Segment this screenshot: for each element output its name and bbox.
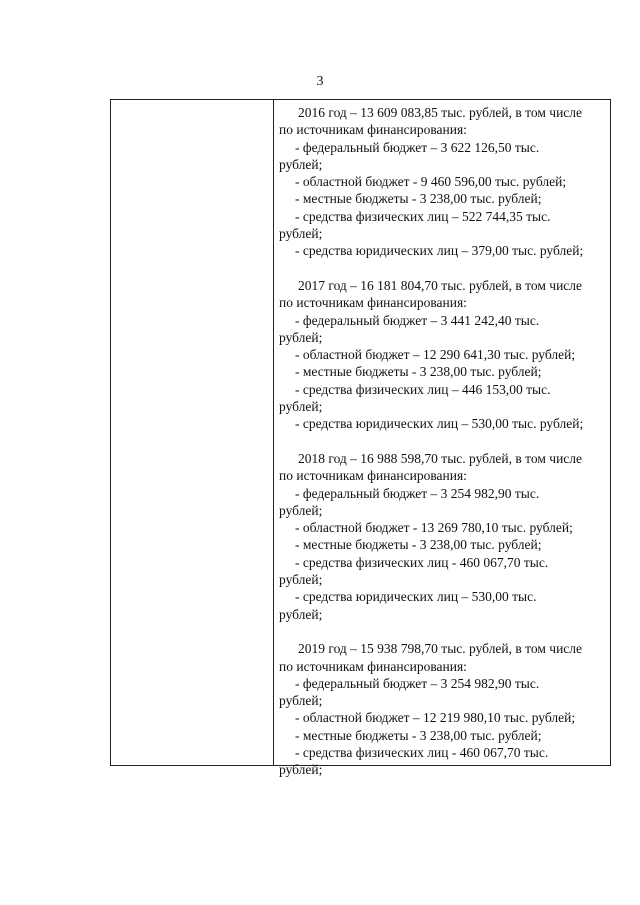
text-continuation-line: рублей; [279, 572, 323, 588]
funding-source-line: - федеральный бюджет – 3 254 982,90 тыс. [295, 485, 540, 501]
funding-source-line: - местные бюджеты - 3 238,00 тыс. рублей; [295, 727, 542, 743]
funding-source-line: - средства физических лиц - 460 067,70 тыс. [295, 554, 549, 570]
funding-table [110, 99, 611, 778]
text-continuation-line: рублей; [279, 606, 323, 622]
funding-source-line: - областной бюджет - 9 460 596,00 тыс. рублей; [295, 174, 567, 190]
text-continuation-line: рублей; [279, 226, 323, 242]
funding-source-line: - местные бюджеты - 3 238,00 тыс. рублей; [295, 537, 542, 553]
funding-source-line: - средства физических лиц – 446 153,00 тыс. [295, 381, 551, 397]
funding-year-block [279, 450, 606, 623]
year-total-line: 2019 год – 15 938 798,70 тыс. рублей, в том числе [298, 641, 583, 657]
funding-source-line: - средства юридических лиц – 530,00 тыс. [295, 589, 537, 605]
funding-source-line: - областной бюджет - 13 269 780,10 тыс. рублей; [295, 520, 573, 536]
funding-source-line: - областной бюджет – 12 219 980,10 тыс. рублей; [295, 710, 576, 726]
text-continuation-line: рублей; [279, 156, 323, 172]
text-continuation-line: рублей; [279, 329, 323, 345]
text-continuation-line: по источникам финансирования: [279, 468, 467, 484]
funding-year-block [279, 104, 606, 260]
text-continuation-line: по источникам финансирования: [279, 658, 467, 674]
text-continuation-line: по источникам финансирования: [279, 122, 467, 138]
table-left-cell [111, 100, 274, 765]
funding-source-line: - местные бюджеты - 3 238,00 тыс. рублей; [295, 364, 542, 380]
text-continuation-line: по источникам финансирования: [279, 295, 467, 311]
funding-source-line: - федеральный бюджет – 3 441 242,40 тыс. [295, 312, 540, 328]
funding-source-line: - средства юридических лиц – 379,00 тыс. рублей; [295, 243, 584, 259]
table-right-cell [274, 100, 610, 778]
year-total-line: 2016 год – 13 609 083,85 тыс. рублей, в том числе [298, 105, 583, 120]
funding-source-line: - средства юридических лиц – 530,00 тыс. рублей; [295, 416, 584, 432]
year-total-line: 2018 год – 16 988 598,70 тыс. рублей, в том числе [298, 450, 583, 466]
funding-source-line: - федеральный бюджет – 3 622 126,50 тыс. [295, 139, 540, 155]
funding-source-line: - областной бюджет – 12 290 641,30 тыс. рублей; [295, 347, 576, 363]
funding-year-block [279, 277, 606, 433]
text-continuation-line: рублей; [279, 502, 323, 518]
text-continuation-line: рублей; [279, 399, 323, 415]
year-total-line: 2017 год – 16 181 804,70 тыс. рублей, в том числе [298, 277, 583, 293]
funding-source-line: - федеральный бюджет – 3 254 982,90 тыс. [295, 675, 540, 691]
funding-source-line: - средства физических лиц – 522 744,35 тыс. [295, 208, 551, 224]
text-continuation-line: рублей; [279, 762, 323, 778]
funding-source-line: - средства физических лиц - 460 067,70 тыс. [295, 744, 549, 760]
funding-source-line: - местные бюджеты - 3 238,00 тыс. рублей; [295, 191, 542, 207]
text-continuation-line: рублей; [279, 693, 323, 709]
funding-year-block [279, 640, 606, 778]
page-number: 3 [316, 74, 324, 89]
